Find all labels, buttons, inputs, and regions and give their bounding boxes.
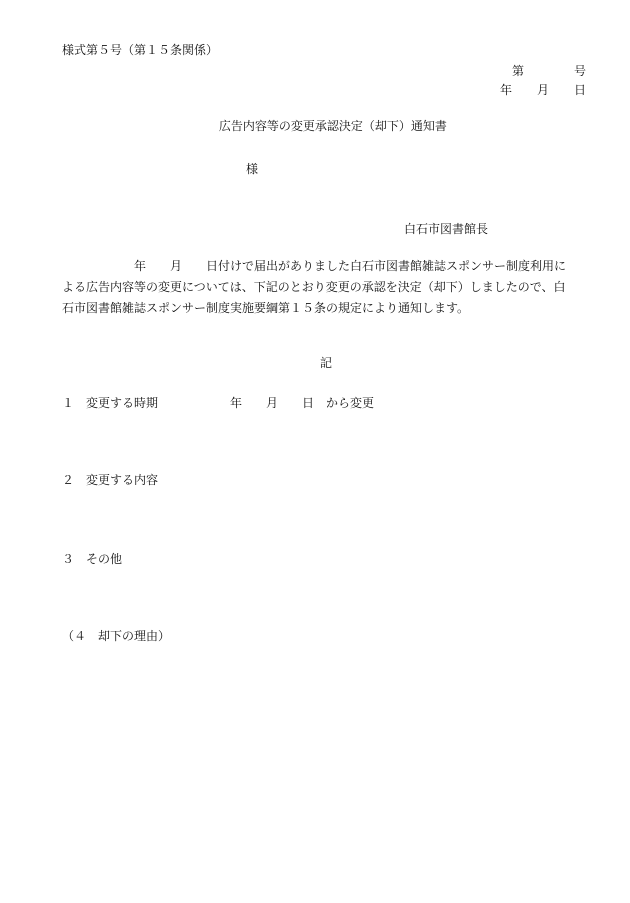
- record-heading: 記: [320, 356, 333, 370]
- issue-date-row: [500, 82, 586, 98]
- document-number-prefix: 第: [512, 64, 525, 78]
- document-title: 広告内容等の変更承認決定（却下）通知書: [218, 119, 447, 133]
- body-line-3: 石市図書館雑誌スポンサー制度実施要綱第１５条の規定により通知します。: [62, 301, 470, 315]
- form-number: 様式第５号（第１５条関係）: [62, 43, 219, 57]
- item-change-content: ２ 変更する内容: [62, 473, 159, 487]
- body-line-1: 年 月 日付けで届出がありました白石市図書館雑誌スポンサー制度利用に: [62, 259, 567, 273]
- item-rejection-reason: （４ 却下の理由）: [62, 629, 171, 643]
- date-month-label: 月: [536, 83, 549, 97]
- item-other: ３ その他: [62, 552, 123, 566]
- issuer-name: 白石市図書館長: [404, 222, 489, 236]
- document-number-row: [512, 63, 586, 79]
- addressee-honorific: 様: [246, 162, 259, 176]
- item-change-timing: １ 変更する時期 年 月 日 から変更: [62, 396, 375, 410]
- body-line-2: よる広告内容等の変更については、下記のとおり変更の承認を決定（却下）しましたので、白: [62, 280, 566, 294]
- date-year-label: 年: [500, 83, 513, 97]
- date-day-label: 日: [573, 83, 586, 97]
- body-paragraph: [62, 256, 588, 319]
- document-title-row: [0, 102, 630, 134]
- document-number-suffix: 号: [573, 64, 586, 78]
